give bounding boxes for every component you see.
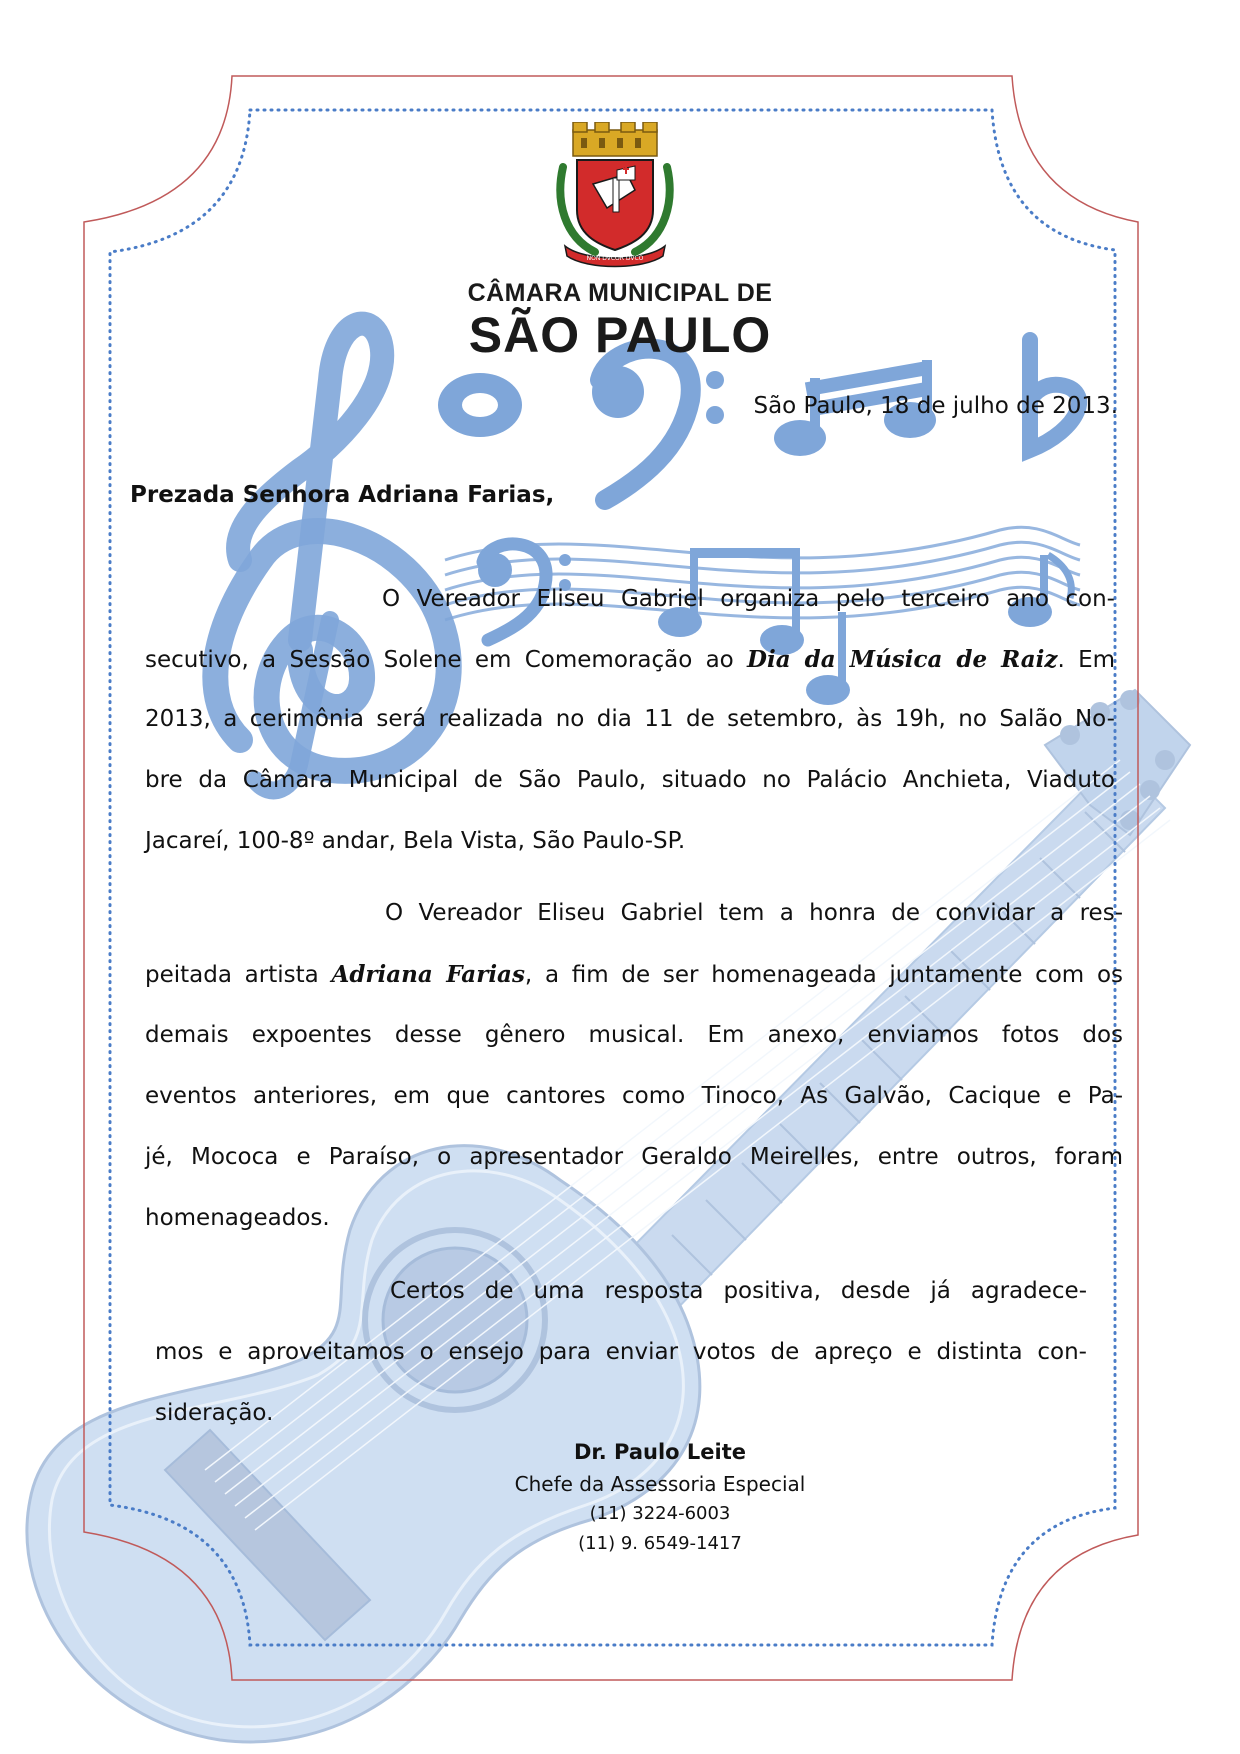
paragraph-1-line-5: Jacareí, 100-8º andar, Bela Vista, São Paulo-SP. — [145, 828, 686, 854]
paragraph-3-line-1: Certos de uma resposta positiva, desde já agradece- — [390, 1278, 1087, 1304]
seal-motto: NON DVCOR DVCO — [586, 255, 644, 262]
signer-name: Dr. Paulo Leite — [573, 1440, 747, 1464]
paragraph-1-line-3: 2013, a cerimônia será realizada no dia 11 de setembro, às 19h, no Salão No- — [145, 706, 1115, 732]
paragraph-2-line-1: O Vereador Eliseu Gabriel tem a honra de convidar a res- — [385, 900, 1123, 926]
coat-of-arms-logo — [555, 122, 675, 272]
paragraph-2-line-5: jé, Mococa e Paraíso, o apresentador Geraldo Meirelles, entre outros, foram — [145, 1144, 1123, 1170]
paragraph-2-line-4: eventos anteriores, em que cantores como Tinoco, As Galvão, Cacique e Pa- — [145, 1083, 1123, 1109]
paragraph-3-line-3: sideração. — [155, 1400, 274, 1426]
letter-date: São Paulo, 18 de julho de 2013. — [753, 393, 1118, 419]
phone-number-1: (11) 3224-6003 — [589, 1503, 731, 1524]
paragraph-1-line-2: secutivo, a Sessão Solene em Comemoração ao Dia da Música de Raiz. Em — [145, 646, 1116, 673]
event-name: Dia da Música de Raiz — [747, 646, 1058, 673]
paragraph-2-line-2: peitada artista Adriana Farias, a fim de ser homenageada juntamente com os — [145, 961, 1124, 988]
paragraph-2-line-6: homenageados. — [145, 1205, 330, 1231]
institution-name-line2: SÃO PAULO — [468, 307, 772, 363]
paragraph-2-line-3: demais expoentes desse gênero musical. Em anexo, enviamos fotos dos — [145, 1022, 1123, 1048]
paragraph-1-line-1: O Vereador Eliseu Gabriel organiza pelo terceiro ano con- — [382, 586, 1115, 612]
paragraph-3-line-2: mos e aproveitamos o ensejo para enviar votos de apreço e distinta con- — [155, 1339, 1087, 1365]
institution-name — [420, 278, 820, 362]
honoree-name: Adriana Farias — [331, 961, 525, 988]
salutation: Prezada Senhora Adriana Farias, — [130, 482, 555, 508]
phone-number-2: (11) 9. 6549-1417 — [578, 1533, 742, 1554]
institution-name-line1: CÂMARA MUNICIPAL DE — [467, 279, 773, 307]
signer-title: Chefe da Assessoria Especial — [514, 1472, 806, 1496]
paragraph-1-line-4: bre da Câmara Municipal de São Paulo, situado no Palácio Anchieta, Viaduto — [145, 767, 1115, 793]
